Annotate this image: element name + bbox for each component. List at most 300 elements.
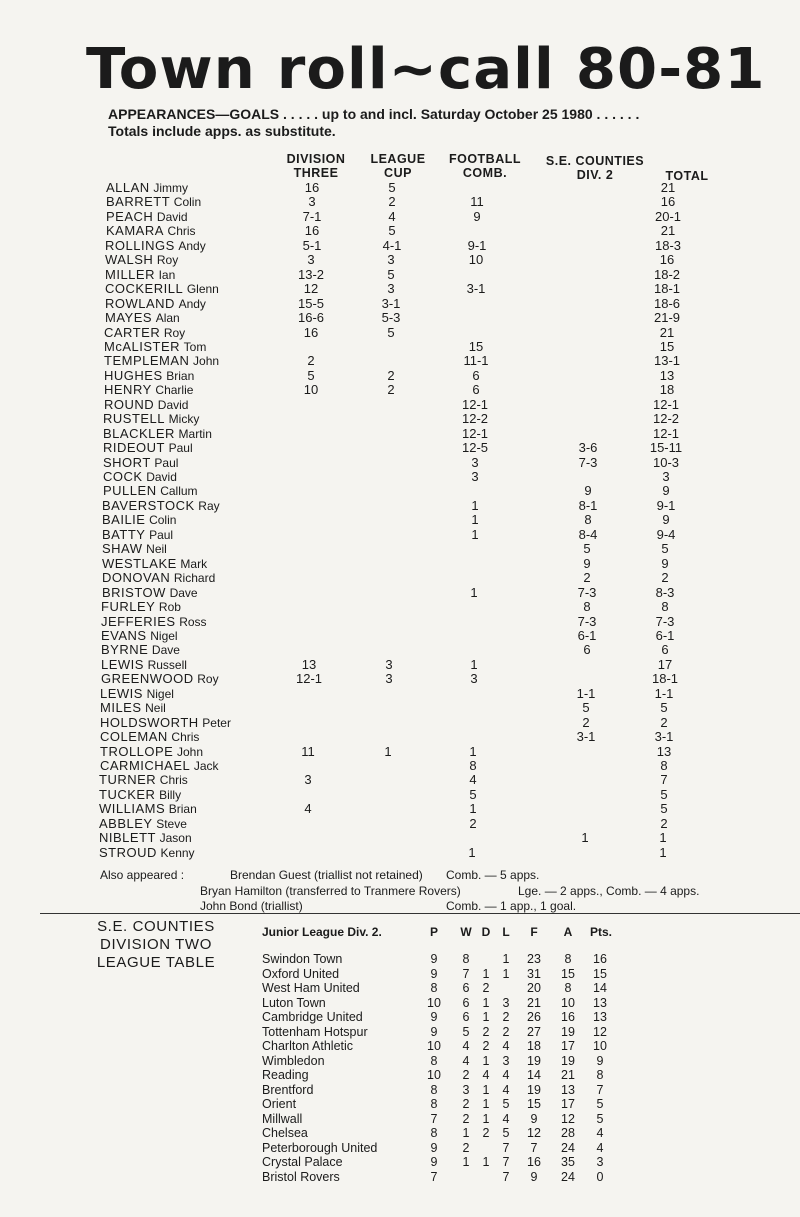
table-row <box>0 340 800 354</box>
team-stat-a: 15 <box>561 966 575 981</box>
team-stat-l: 7 <box>502 1169 510 1184</box>
player-surname: CARTER <box>104 324 161 340</box>
total-value: 5 <box>660 801 668 817</box>
league-row <box>0 1068 800 1082</box>
league-col-header: W <box>460 925 472 939</box>
table-row <box>0 658 800 672</box>
total-value: 6-1 <box>655 627 675 643</box>
player-first-name: Neil <box>146 542 167 557</box>
team-stat-d: 2 <box>482 1024 490 1039</box>
se-counties-value: 1 <box>581 830 589 846</box>
player-first-name: Billy <box>159 787 182 802</box>
player-surname: TEMPLEMAN <box>104 353 190 369</box>
football-comb-value: 1 <box>471 526 479 542</box>
league-col-header: Pts. <box>589 925 612 939</box>
col-header-line: DIVISION <box>286 152 346 166</box>
total-value: 2 <box>660 815 668 831</box>
team-stat-f: 9 <box>530 1111 538 1126</box>
division-three-value: 12-1 <box>295 671 323 687</box>
total-value: 12-1 <box>652 425 680 441</box>
se-counties-value: 8 <box>584 512 592 528</box>
team-stat-l: 5 <box>502 1126 510 1140</box>
total-value: 9 <box>662 512 670 528</box>
col-header-league-cup <box>362 152 434 180</box>
team-name: Peterborough United <box>262 1140 378 1155</box>
col-header-line: S.E. COUNTIES <box>545 154 645 168</box>
player-name <box>103 484 198 498</box>
player-name <box>102 586 198 600</box>
division-three-value: 15-5 <box>297 295 325 311</box>
total-value: 13 <box>659 367 675 383</box>
football-comb-value: 11 <box>470 194 484 210</box>
player-first-name: Andy <box>178 238 206 253</box>
player-first-name: Ian <box>158 267 176 282</box>
total-value: 18-1 <box>651 671 679 687</box>
col-header-line: THREE <box>293 166 339 180</box>
player-surname: COCK <box>103 469 143 484</box>
team-name: Luton Town <box>262 995 326 1010</box>
total-value: 3 <box>662 469 670 484</box>
player-name <box>104 369 194 383</box>
division-three-value: 3 <box>304 772 312 788</box>
team-name: Swindon Town <box>262 952 343 966</box>
appearances-goals-subheading: APPEARANCES—GOALS . . . . . up to and incl. Saturday October 25 1980 . . . . . . <box>108 106 640 122</box>
team-stat-l: 1 <box>502 966 510 981</box>
player-name <box>106 181 188 195</box>
player-name <box>105 282 219 296</box>
total-value: 18-2 <box>653 266 681 282</box>
total-value: 21 <box>660 180 676 195</box>
division-three-value: 3 <box>307 252 315 268</box>
table-row <box>0 571 800 585</box>
table-row <box>0 586 800 600</box>
table-row <box>0 802 800 816</box>
player-name <box>105 311 180 325</box>
football-comb-value: 6 <box>472 382 480 398</box>
team-stat-f: 18 <box>527 1039 541 1053</box>
division-three-value: 5 <box>307 367 315 383</box>
total-value: 5 <box>661 541 669 557</box>
team-name: Reading <box>262 1068 309 1082</box>
team-stat-w: 8 <box>462 952 470 966</box>
player-first-name: Chris <box>167 224 196 239</box>
se-counties-value: 5 <box>583 541 591 557</box>
col-header-football-comb <box>440 152 530 180</box>
football-comb-value: 3-1 <box>466 281 486 297</box>
team-stat-p: 9 <box>430 1024 438 1039</box>
team-stat-w: 2 <box>462 1097 470 1111</box>
player-name <box>106 210 188 224</box>
player-surname: HENRY <box>104 382 152 398</box>
player-first-name: Richard <box>173 571 216 586</box>
total-value: 3-1 <box>654 729 674 745</box>
total-value: 2 <box>660 714 668 730</box>
team-stat-f: 14 <box>527 1068 541 1082</box>
table-row <box>0 311 800 325</box>
football-comb-value: 1 <box>470 584 478 600</box>
team-stat-pts: 0 <box>596 1169 604 1184</box>
player-surname: MILES <box>100 700 142 716</box>
total-value: 18-6 <box>653 295 681 311</box>
team-stat-a: 13 <box>561 1082 575 1097</box>
se-counties-value: 9 <box>583 555 591 571</box>
se-counties-value: 2 <box>582 714 590 730</box>
league-cup-value: 4-1 <box>382 237 402 253</box>
league-row <box>0 1170 800 1184</box>
total-value: 21 <box>659 324 675 340</box>
league-title-line: DIVISION TWO <box>100 936 212 953</box>
table-row <box>0 759 800 773</box>
se-counties-value: 1-1 <box>576 685 596 701</box>
league-row <box>0 952 800 966</box>
table-row <box>0 398 800 412</box>
team-stat-a: 17 <box>561 1097 575 1111</box>
table-row <box>0 412 800 426</box>
table-row <box>0 326 800 340</box>
team-stat-p: 9 <box>430 1010 438 1024</box>
division-three-value: 13 <box>301 656 317 672</box>
league-cup-value: 3 <box>387 281 395 297</box>
table-row <box>0 817 800 831</box>
team-stat-w: 1 <box>462 1126 470 1140</box>
total-value: 13-1 <box>653 353 681 369</box>
se-counties-value: 3-6 <box>578 440 598 456</box>
division-three-value: 7-1 <box>302 208 322 224</box>
football-comb-value: 1 <box>469 801 477 817</box>
player-first-name: Micky <box>168 412 200 427</box>
team-stat-a: 8 <box>564 981 572 995</box>
player-surname: SHAW <box>102 541 143 557</box>
team-stat-l: 2 <box>502 1024 510 1039</box>
team-stat-a: 12 <box>561 1111 575 1126</box>
team-stat-p: 9 <box>430 952 438 966</box>
team-stat-f: 23 <box>527 952 541 966</box>
league-col-header: L <box>502 925 510 939</box>
team-stat-w: 5 <box>462 1024 470 1039</box>
player-surname: ROWLAND <box>105 295 175 311</box>
total-value: 9-4 <box>656 526 676 542</box>
team-stat-f: 19 <box>527 1082 541 1097</box>
also-appeared-label: Also appeared : <box>100 868 185 882</box>
total-value: 18-3 <box>654 237 682 253</box>
player-name <box>105 297 206 311</box>
league-cup-value: 2 <box>388 194 396 210</box>
total-value: 21-9 <box>653 310 681 326</box>
team-stat-w: 4 <box>462 1039 470 1053</box>
player-surname: TURNER <box>99 772 157 788</box>
team-stat-a: 17 <box>561 1039 575 1053</box>
table-row <box>0 470 800 484</box>
team-stat-pts: 3 <box>596 1155 604 1169</box>
team-stat-p: 8 <box>430 1126 438 1140</box>
total-value: 6 <box>661 642 669 658</box>
team-stat-a: 19 <box>561 1053 575 1068</box>
team-stat-l: 4 <box>502 1082 510 1097</box>
player-first-name: Chris <box>171 730 200 745</box>
player-name <box>105 253 178 267</box>
player-surname: BAVERSTOCK <box>102 497 195 513</box>
player-first-name: David <box>146 470 177 484</box>
player-surname: BLACKLER <box>103 425 175 441</box>
league-cup-value: 5 <box>387 266 395 282</box>
team-stat-p: 10 <box>427 1039 441 1053</box>
team-stat-l: 4 <box>502 1111 510 1126</box>
football-comb-value: 8 <box>469 758 477 773</box>
team-stat-p: 10 <box>427 995 441 1010</box>
player-surname: BRISTOW <box>102 584 166 600</box>
total-value: 20-1 <box>654 208 682 224</box>
player-name <box>103 427 212 441</box>
total-value: 5 <box>660 786 668 802</box>
player-first-name: Colin <box>173 195 202 210</box>
league-col-header: D <box>481 925 491 939</box>
team-stat-w: 2 <box>462 1111 470 1126</box>
player-surname: KAMARA <box>106 223 164 239</box>
football-comb-value: 9 <box>473 208 481 224</box>
league-title-line: LEAGUE TABLE <box>96 954 216 971</box>
team-name: Oxford United <box>262 966 340 981</box>
football-comb-value: 15 <box>468 338 484 354</box>
table-row <box>0 224 800 238</box>
division-three-value: 2 <box>307 353 315 369</box>
player-surname: CARMICHAEL <box>100 758 191 773</box>
league-cup-value: 3 <box>385 656 393 672</box>
team-stat-pts: 7 <box>596 1082 604 1097</box>
player-surname: HUGHES <box>104 367 163 383</box>
team-stat-a: 35 <box>561 1155 575 1169</box>
team-stat-pts: 4 <box>596 1126 604 1140</box>
table-row <box>0 615 800 629</box>
team-stat-l: 1 <box>502 952 510 966</box>
player-first-name: Brian <box>166 368 195 383</box>
se-counties-value: 8-1 <box>578 497 598 513</box>
player-surname: MAYES <box>105 310 153 326</box>
team-name: Tottenham Hotspur <box>262 1024 368 1039</box>
player-surname: WESTLAKE <box>102 555 177 571</box>
col-header-line: DIV. 2 <box>576 168 614 182</box>
team-stat-p: 9 <box>430 1155 438 1169</box>
player-name <box>99 831 192 845</box>
player-first-name: Paul <box>149 527 174 542</box>
player-first-name: Jack <box>193 759 219 773</box>
player-first-name: Chris <box>159 773 188 788</box>
player-first-name: Jason <box>159 831 192 846</box>
table-row <box>0 672 800 686</box>
player-surname: EVANS <box>101 627 147 643</box>
col-header-division-three <box>280 152 352 180</box>
football-comb-value: 10 <box>468 252 484 268</box>
table-row <box>0 268 800 282</box>
league-cup-value: 2 <box>387 382 395 398</box>
player-surname: RIDEOUT <box>103 440 165 456</box>
player-name <box>102 499 220 513</box>
total-value: 16 <box>660 194 676 210</box>
player-first-name: Roy <box>197 672 219 687</box>
se-counties-value: 6-1 <box>577 627 597 643</box>
player-name <box>105 239 206 253</box>
player-surname: TROLLOPE <box>100 743 174 759</box>
team-stat-a: 28 <box>561 1126 575 1140</box>
table-row <box>0 643 800 657</box>
league-cup-value: 4 <box>388 208 396 224</box>
table-row <box>0 239 800 253</box>
total-value: 17 <box>657 656 673 672</box>
player-name <box>101 600 181 614</box>
page-title: Town roll~call 80-81 <box>86 37 766 102</box>
football-comb-value: 3 <box>471 454 479 470</box>
table-row <box>0 528 800 542</box>
team-stat-w: 3 <box>462 1082 470 1097</box>
team-stat-d: 1 <box>482 966 490 981</box>
total-value: 8-3 <box>655 584 675 600</box>
player-first-name: Steve <box>156 816 187 831</box>
team-stat-f: 9 <box>530 1169 538 1184</box>
player-first-name: Russell <box>147 657 187 672</box>
table-row <box>0 456 800 470</box>
league-row <box>0 1126 800 1140</box>
se-counties-value: 6 <box>583 642 591 658</box>
player-name <box>99 788 181 802</box>
division-three-value: 16-6 <box>297 310 325 326</box>
football-comb-value: 12-5 <box>461 440 489 456</box>
division-three-value: 13-2 <box>297 266 325 282</box>
football-comb-value: 1 <box>470 656 478 672</box>
team-stat-l: 7 <box>502 1155 510 1169</box>
total-value: 1-1 <box>654 685 674 701</box>
player-surname: RUSTELL <box>103 411 166 427</box>
player-first-name: Dave <box>151 643 180 658</box>
table-row <box>0 730 800 744</box>
player-surname: BAILIE <box>102 512 146 528</box>
league-row <box>0 1010 800 1024</box>
player-name <box>104 326 185 340</box>
team-name: Millwall <box>262 1111 303 1126</box>
total-value: 8 <box>661 599 669 615</box>
player-first-name: Charlie <box>155 383 194 398</box>
team-stat-d: 2 <box>482 1039 490 1053</box>
player-surname: ABBLEY <box>99 815 153 831</box>
player-surname: BARRETT <box>106 194 171 210</box>
player-surname: STROUD <box>99 844 157 860</box>
player-surname: WILLIAMS <box>99 801 166 817</box>
player-first-name: Dave <box>169 585 198 600</box>
player-surname: COCKERILL <box>105 281 184 297</box>
player-name <box>105 268 175 282</box>
table-row <box>0 484 800 498</box>
player-surname: GREENWOOD <box>101 671 194 687</box>
team-stat-f: 27 <box>527 1024 541 1039</box>
total-value: 18-1 <box>653 281 681 297</box>
total-value: 8 <box>660 758 668 773</box>
player-first-name: Mark <box>180 556 208 571</box>
table-row <box>0 701 800 715</box>
football-comb-value: 12-1 <box>461 425 489 441</box>
team-stat-d: 1 <box>482 1010 490 1024</box>
division-three-value: 12 <box>303 281 319 297</box>
football-comb-value: 1 <box>471 512 479 528</box>
division-three-value: 3 <box>308 194 316 210</box>
se-counties-value: 8 <box>583 599 591 615</box>
player-first-name: Peter <box>202 715 231 730</box>
player-first-name: Ross <box>179 614 207 629</box>
team-stat-a: 16 <box>561 1010 575 1024</box>
player-first-name: Brian <box>168 802 197 817</box>
team-stat-f: 16 <box>527 1155 541 1169</box>
team-stat-f: 19 <box>527 1053 541 1068</box>
player-first-name: Glenn <box>186 282 219 297</box>
team-stat-pts: 13 <box>593 995 607 1010</box>
league-cup-value: 5 <box>387 324 395 340</box>
team-name: Crystal Palace <box>262 1155 343 1169</box>
table-row <box>0 354 800 368</box>
se-counties-value: 2 <box>583 570 591 586</box>
team-stat-p: 8 <box>430 981 438 995</box>
table-row <box>0 773 800 787</box>
team-name: Orient <box>262 1097 297 1111</box>
team-stat-w: 4 <box>462 1053 470 1068</box>
team-stat-w: 6 <box>462 995 470 1010</box>
league-col-header: P <box>429 925 438 939</box>
also-appeared-detail: Comb. — 5 apps. <box>446 868 540 882</box>
player-first-name: Colin <box>149 513 177 528</box>
section-divider <box>40 913 800 914</box>
player-name <box>100 745 203 759</box>
division-three-value: 11 <box>301 743 315 759</box>
team-stat-pts: 8 <box>596 1068 604 1082</box>
player-surname: ROLLINGS <box>105 237 175 253</box>
league-cup-value: 5 <box>388 180 396 195</box>
player-name <box>104 354 219 368</box>
league-col-header: A <box>563 925 573 939</box>
division-three-value: 16 <box>304 180 320 195</box>
player-first-name: David <box>157 397 189 412</box>
also-appeared-detail: Comb. — 1 app., 1 goal. <box>446 899 577 913</box>
total-value: 15 <box>659 338 675 354</box>
table-row <box>0 441 800 455</box>
team-stat-f: 15 <box>527 1097 541 1111</box>
col-header-line: LEAGUE <box>370 152 426 166</box>
team-stat-w: 2 <box>462 1140 470 1155</box>
team-stat-p: 8 <box>430 1097 438 1111</box>
table-row <box>0 687 800 701</box>
player-name <box>102 513 176 527</box>
team-stat-f: 20 <box>527 981 541 995</box>
total-value: 18 <box>659 382 675 398</box>
team-stat-a: 8 <box>564 952 572 966</box>
team-name: West Ham United <box>262 981 360 995</box>
team-stat-pts: 4 <box>596 1140 604 1155</box>
league-row <box>0 981 800 995</box>
team-stat-w: 6 <box>462 981 470 995</box>
player-name <box>102 542 167 556</box>
player-name <box>101 672 219 686</box>
player-surname: JEFFERIES <box>101 613 176 629</box>
division-three-value: 16 <box>303 324 319 340</box>
player-surname: McALISTER <box>104 338 181 354</box>
col-header-line: FOOTBALL <box>448 152 522 166</box>
team-name: Chelsea <box>262 1126 308 1140</box>
team-stat-w: 1 <box>462 1155 470 1169</box>
league-row <box>0 1083 800 1097</box>
team-stat-l: 5 <box>502 1097 510 1111</box>
football-comb-value: 3 <box>470 671 478 687</box>
player-surname: LEWIS <box>100 685 143 701</box>
col-header-line: COMB. <box>462 166 508 180</box>
league-row <box>0 1155 800 1169</box>
player-first-name: Andy <box>178 296 206 311</box>
total-value: 15-11 <box>649 440 683 456</box>
team-stat-l: 7 <box>502 1140 510 1155</box>
